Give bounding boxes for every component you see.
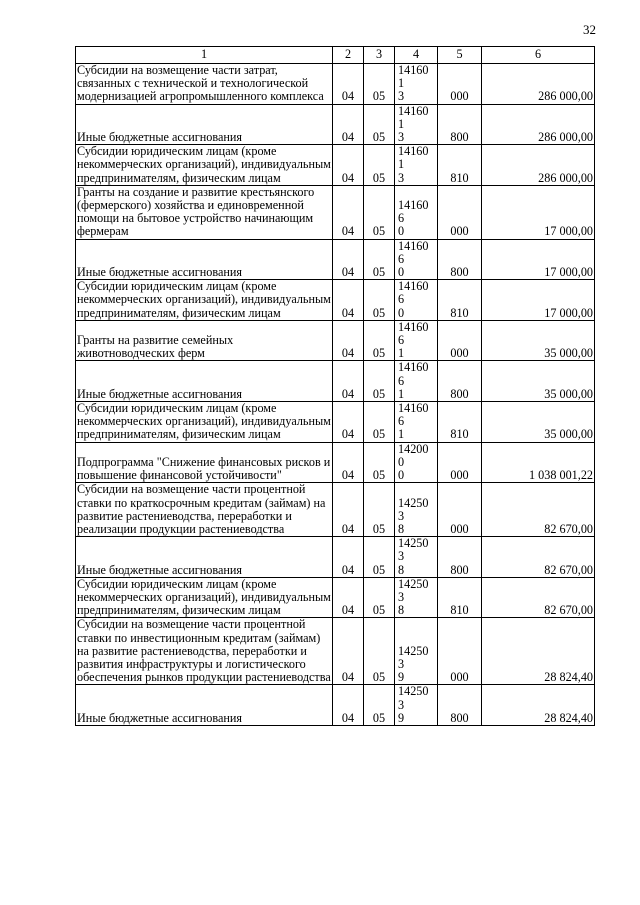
section-code-cell: 04 <box>333 280 364 321</box>
expense-type-cell: 810 <box>438 145 482 186</box>
table-row <box>76 320 595 361</box>
table-row <box>76 185 595 239</box>
table-row <box>76 239 595 280</box>
section-code-cell: 04 <box>333 185 364 239</box>
row-name-cell: Гранты на развитие семейных животноводческих ферм <box>76 320 333 361</box>
target-article-code-part2: 3 <box>398 170 405 185</box>
target-article-code-part2: 8 <box>398 603 405 618</box>
section-code-cell: 04 <box>333 145 364 186</box>
subsection-code-cell: 05 <box>364 320 395 361</box>
amount-cell: 82 670,00 <box>482 537 595 578</box>
target-article-cell <box>395 320 438 361</box>
expense-type-cell: 000 <box>438 64 482 105</box>
amount-cell: 82 670,00 <box>482 483 595 537</box>
target-article-cell <box>395 483 438 537</box>
subsection-code-cell: 05 <box>364 442 395 483</box>
table-row <box>76 577 595 618</box>
table-body <box>76 64 595 726</box>
subsection-code-cell: 05 <box>364 145 395 186</box>
row-name-cell: Субсидии на возмещение части процентной ставки по инвестиционным кредитам (займам) на развитие растениеводства, переработки и развития инфраструктуры и логистического обеспечения рынков продукции растениеводства <box>77 617 331 685</box>
table-row <box>76 685 595 726</box>
target-article-code-part1: 141606 <box>398 238 429 266</box>
subsection-code-cell: 05 <box>364 185 395 239</box>
amount-cell: 82 670,00 <box>482 577 595 618</box>
expense-type-cell: 000 <box>438 185 482 239</box>
row-name-cell: Гранты на создание и развитие крестьянского (фермерского) хозяйства и единовременной помощи на бытовое устройство начинающим фермерам <box>76 185 333 239</box>
amount-cell: 17 000,00 <box>482 280 595 321</box>
target-article-code-part1: 141601 <box>398 144 429 172</box>
target-article-code-part1: 142503 <box>398 536 429 564</box>
target-article-cell <box>395 577 438 618</box>
row-name-cell: Субсидии юридическим лицам (кроме некоммерческих организаций), индивидуальным предпринимателям, физическим лицам <box>77 279 331 320</box>
target-article-code-part1: 141601 <box>398 63 429 91</box>
expense-type-cell: 800 <box>438 685 482 726</box>
section-code-cell: 04 <box>333 64 364 105</box>
page-number: 32 <box>583 22 596 37</box>
subsection-code-cell: 05 <box>364 104 395 145</box>
header-row <box>76 47 595 64</box>
target-article-code-part1: 142503 <box>398 576 429 604</box>
section-code-cell: 04 <box>333 104 364 145</box>
section-code-cell: 04 <box>333 577 364 618</box>
target-article-code-part2: 0 <box>398 224 405 239</box>
target-article-code-part1: 141606 <box>398 360 429 388</box>
target-article-code-part2: 8 <box>398 562 405 577</box>
header-col-4: 4 <box>395 47 438 64</box>
target-article-cell <box>395 442 438 483</box>
section-code-cell: 04 <box>333 483 364 537</box>
table-row <box>76 104 595 145</box>
expense-type-cell: 000 <box>438 442 482 483</box>
target-article-code-part2: 3 <box>398 89 405 104</box>
expense-type-cell: 800 <box>438 239 482 280</box>
subsection-code-cell: 05 <box>364 64 395 105</box>
section-code-cell: 04 <box>333 320 364 361</box>
target-article-code-part2: 0 <box>398 265 405 280</box>
target-article-cell <box>395 185 438 239</box>
target-article-code-part1: 141601 <box>398 103 429 131</box>
amount-cell: 35 000,00 <box>482 320 595 361</box>
expense-type-cell: 800 <box>438 104 482 145</box>
target-article-code-part2: 1 <box>398 427 405 442</box>
target-article-cell <box>395 361 438 402</box>
row-name-cell: Субсидии юридическим лицам (кроме некоммерческих организаций), индивидуальным предпринимателям, физическим лицам <box>77 144 331 185</box>
table-header <box>76 47 595 64</box>
row-name-cell: Иные бюджетные ассигнования <box>76 685 333 726</box>
target-article-cell <box>395 239 438 280</box>
amount-cell: 1 038 001,22 <box>482 442 595 483</box>
table-row <box>76 618 595 685</box>
row-name-cell: Подпрограмма "Снижение финансовых рисков и повышение финансовой устойчивости" <box>76 442 333 483</box>
subsection-code-cell: 05 <box>364 537 395 578</box>
target-article-code-part1: 141606 <box>398 319 429 348</box>
amount-cell: 17 000,00 <box>482 239 595 280</box>
subsection-code-cell: 05 <box>364 239 395 280</box>
budget-table <box>75 46 595 726</box>
header-col-5: 5 <box>438 47 482 64</box>
expense-type-cell: 810 <box>438 577 482 618</box>
row-name-cell: Субсидии юридическим лицам (кроме некоммерческих организаций), индивидуальным предпринимателям, физическим лицам <box>77 576 331 618</box>
target-article-code-part2: 1 <box>398 386 405 401</box>
row-name-cell: Субсидии на возмещение части процентной ставки по краткосрочным кредитам (займам) на развитие растениеводства, переработки и реализации продукции растениеводства <box>76 483 333 537</box>
subsection-code-cell: 05 <box>364 402 395 443</box>
table-row <box>76 483 595 537</box>
subsection-code-cell: 05 <box>364 577 395 618</box>
expense-type-cell: 810 <box>438 402 482 443</box>
target-article-code-part2: 1 <box>398 346 405 361</box>
target-article-code-part1: 141606 <box>398 198 429 226</box>
row-name-cell: Иные бюджетные ассигнования <box>76 537 333 578</box>
target-article-code-part2: 3 <box>398 130 405 145</box>
target-article-cell <box>395 685 438 726</box>
expense-type-cell: 000 <box>438 320 482 361</box>
table-row <box>76 64 595 105</box>
section-code-cell: 04 <box>333 361 364 402</box>
subsection-code-cell: 05 <box>364 685 395 726</box>
section-code-cell: 04 <box>333 537 364 578</box>
target-article-code-part2: 8 <box>398 521 405 536</box>
target-article-code-part1: 142000 <box>398 441 429 469</box>
target-article-cell <box>395 104 438 145</box>
header-col-3: 3 <box>364 47 395 64</box>
amount-cell: 35 000,00 <box>482 402 595 443</box>
target-article-cell <box>395 402 438 443</box>
amount-cell: 17 000,00 <box>482 185 595 239</box>
amount-cell: 28 824,40 <box>482 618 595 685</box>
section-code-cell: 04 <box>333 239 364 280</box>
row-name-cell: Субсидии на возмещение части затрат, связанных с технической и технологической модернизацией агропромышленного комплекса <box>76 64 333 105</box>
subsection-code-cell: 05 <box>364 280 395 321</box>
section-code-cell: 04 <box>333 618 364 685</box>
table-row <box>76 145 595 186</box>
target-article-cell <box>395 618 438 685</box>
row-name-cell: Иные бюджетные ассигнования <box>76 361 333 402</box>
target-article-cell <box>395 537 438 578</box>
header-col-2: 2 <box>333 47 364 64</box>
amount-cell: 35 000,00 <box>482 361 595 402</box>
target-article-cell <box>395 280 438 321</box>
header-col-1: 1 <box>76 47 333 64</box>
row-name-cell: Иные бюджетные ассигнования <box>76 104 333 145</box>
target-article-code-part1: 142503 <box>398 643 429 671</box>
section-code-cell: 04 <box>333 685 364 726</box>
target-article-code-part1: 141606 <box>398 401 429 429</box>
amount-cell: 286 000,00 <box>482 104 595 145</box>
expense-type-cell: 000 <box>438 483 482 537</box>
table-row <box>76 402 595 443</box>
subsection-code-cell: 05 <box>364 483 395 537</box>
expense-type-cell: 800 <box>438 537 482 578</box>
amount-cell: 28 824,40 <box>482 685 595 726</box>
table-row <box>76 361 595 402</box>
expense-type-cell: 810 <box>438 280 482 321</box>
expense-type-cell: 000 <box>438 618 482 685</box>
target-article-cell <box>395 145 438 186</box>
amount-cell: 286 000,00 <box>482 64 595 105</box>
row-name-cell: Иные бюджетные ассигнования <box>76 239 333 280</box>
table-row <box>76 280 595 321</box>
target-article-code-part1: 142503 <box>398 684 429 712</box>
table-row <box>76 537 595 578</box>
target-article-cell <box>395 64 438 105</box>
amount-cell: 286 000,00 <box>482 145 595 186</box>
expense-type-cell: 800 <box>438 361 482 402</box>
row-name-cell: Субсидии юридическим лицам (кроме некоммерческих организаций), индивидуальным предпринимателям, физическим лицам <box>77 401 331 442</box>
section-code-cell: 04 <box>333 402 364 443</box>
target-article-code-part2: 0 <box>398 468 405 483</box>
header-col-6: 6 <box>482 47 595 64</box>
target-article-code-part1: 142503 <box>398 495 429 523</box>
section-code-cell: 04 <box>333 442 364 483</box>
subsection-code-cell: 05 <box>364 361 395 402</box>
subsection-code-cell: 05 <box>364 618 395 685</box>
target-article-code-part2: 9 <box>398 710 405 725</box>
target-article-code-part2: 0 <box>398 305 405 320</box>
target-article-code-part1: 141606 <box>398 279 429 307</box>
table-row <box>76 442 595 483</box>
target-article-code-part2: 9 <box>398 670 405 685</box>
